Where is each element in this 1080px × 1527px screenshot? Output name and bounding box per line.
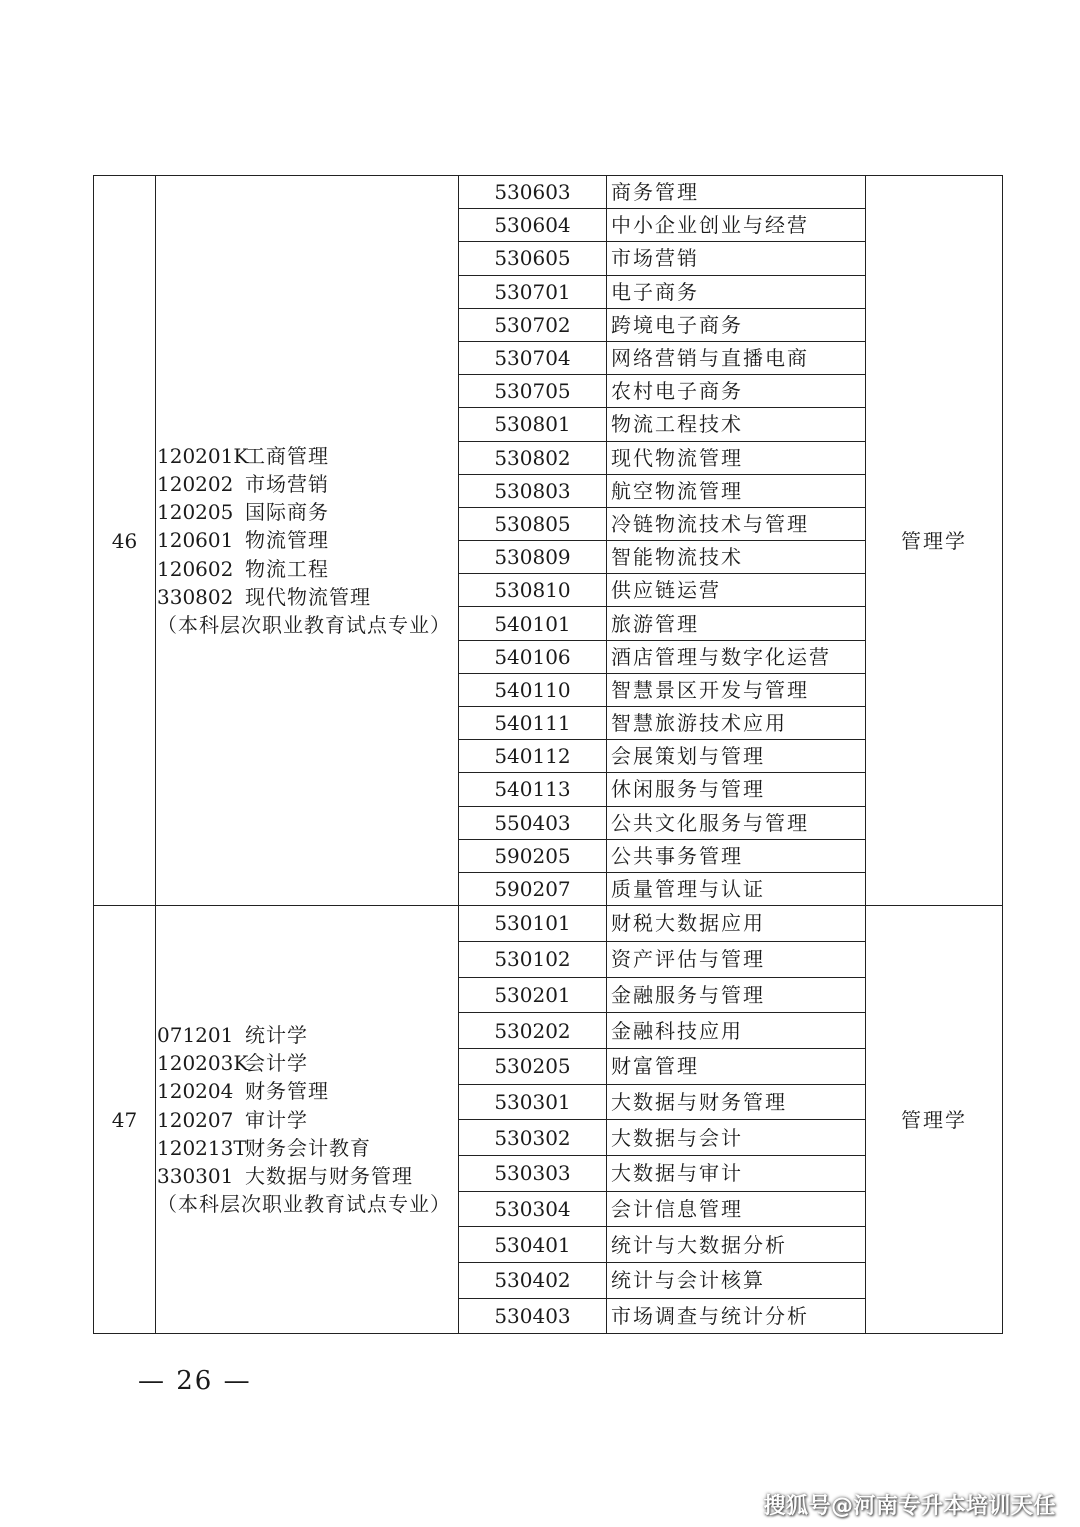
vocational-major-name: 供应链运营 [607, 574, 866, 607]
major-code: 120203K [157, 1051, 249, 1075]
vocational-major-name: 电子商务 [607, 275, 866, 308]
vocational-major-name: 大数据与审计 [607, 1155, 866, 1191]
vocational-major-name: 公共文化服务与管理 [607, 806, 866, 839]
discipline-category: 管理学 [866, 906, 1003, 1334]
vocational-major-code: 530803 [459, 474, 607, 507]
vocational-major-name: 统计与大数据分析 [607, 1227, 866, 1263]
table-group-46 [94, 176, 1003, 906]
undergraduate-major [157, 1106, 458, 1134]
vocational-major-code: 530302 [459, 1120, 607, 1156]
table-group-47 [94, 906, 1003, 1334]
vocational-major-name: 质量管理与认证 [607, 872, 866, 905]
vocational-major-code: 530402 [459, 1263, 607, 1299]
vocational-major-name: 市场调查与统计分析 [607, 1298, 866, 1334]
vocational-major-code: 540113 [459, 773, 607, 806]
discipline-category: 管理学 [866, 176, 1003, 906]
major-name: 现代物流管理 [245, 585, 371, 609]
vocational-major-code: 540101 [459, 607, 607, 640]
vocational-major-name: 财税大数据应用 [607, 906, 866, 942]
pilot-program-note: （本科层次职业教育试点专业） [157, 613, 451, 638]
major-code: 120601 [157, 528, 234, 553]
major-code: 120204 [157, 1079, 234, 1104]
vocational-major-name: 统计与会计核算 [607, 1263, 866, 1299]
vocational-major-name: 金融科技应用 [607, 1013, 866, 1049]
major-name: 国际商务 [245, 500, 329, 525]
undergraduate-major [157, 555, 458, 583]
undergraduate-major [157, 583, 458, 611]
group-index: 47 [94, 906, 156, 1334]
vocational-major-name: 航空物流管理 [607, 474, 866, 507]
major-name: 大数据与财务管理 [245, 1164, 413, 1189]
page-number: — 26 — [138, 1366, 252, 1396]
undergraduate-major [157, 1077, 458, 1105]
vocational-major-name: 休闲服务与管理 [607, 773, 866, 806]
vocational-major-code: 530809 [459, 541, 607, 574]
vocational-major-code: 530403 [459, 1298, 607, 1334]
vocational-major-name: 会展策划与管理 [607, 740, 866, 773]
undergraduate-major [157, 1162, 458, 1190]
vocational-major-code: 530102 [459, 941, 607, 977]
vocational-major-name: 公共事务管理 [607, 839, 866, 872]
undergraduate-major [157, 526, 458, 554]
vocational-major-code: 530802 [459, 441, 607, 474]
vocational-major-name: 金融服务与管理 [607, 977, 866, 1013]
major-mapping-table [93, 175, 1003, 1334]
major-code: 330301 [157, 1164, 234, 1189]
vocational-major-code: 530604 [459, 209, 607, 242]
vocational-major-name: 资产评估与管理 [607, 941, 866, 977]
major-name: 财务会计教育 [245, 1135, 371, 1160]
vocational-major-code: 530605 [459, 242, 607, 275]
vocational-major-code: 530702 [459, 308, 607, 341]
vocational-major-code: 530304 [459, 1191, 607, 1227]
vocational-major-name: 酒店管理与数字化运营 [607, 640, 866, 673]
table-row [94, 176, 1003, 209]
major-name: 会计学 [245, 1051, 308, 1075]
vocational-major-code: 530201 [459, 977, 607, 1013]
major-code: 120213T [157, 1135, 247, 1160]
major-name: 物流管理 [245, 528, 329, 553]
vocational-major-name: 大数据与财务管理 [607, 1084, 866, 1120]
vocational-major-code: 530705 [459, 375, 607, 408]
undergraduate-major [157, 470, 458, 498]
undergraduate-major [157, 1134, 458, 1162]
vocational-major-name: 网络营销与直播电商 [607, 341, 866, 374]
major-name: 统计学 [245, 1022, 308, 1047]
vocational-major-name: 中小企业创业与经营 [607, 209, 866, 242]
pilot-program-note: （本科层次职业教育试点专业） [157, 1192, 451, 1217]
vocational-major-code: 540111 [459, 707, 607, 740]
vocational-major-code: 530205 [459, 1048, 607, 1084]
major-code: 071201 [157, 1022, 234, 1047]
vocational-major-name: 冷链物流技术与管理 [607, 507, 866, 540]
major-code: 330802 [157, 585, 234, 609]
major-code: 120602 [157, 556, 234, 581]
major-code: 120205 [157, 500, 234, 525]
vocational-major-code: 530810 [459, 574, 607, 607]
vocational-major-code: 530701 [459, 275, 607, 308]
vocational-major-code: 530401 [459, 1227, 607, 1263]
vocational-major-name: 财富管理 [607, 1048, 866, 1084]
major-code: 120202 [157, 471, 234, 496]
vocational-major-code: 550403 [459, 806, 607, 839]
vocational-major-code: 530704 [459, 341, 607, 374]
vocational-major-name: 商务管理 [607, 176, 866, 209]
undergraduate-major [157, 1021, 458, 1049]
undergraduate-majors-cell [156, 176, 459, 906]
vocational-major-name: 智能物流技术 [607, 541, 866, 574]
vocational-major-code: 530301 [459, 1084, 607, 1120]
vocational-major-name: 物流工程技术 [607, 408, 866, 441]
undergraduate-major [157, 442, 458, 470]
table-row [94, 906, 1003, 942]
undergraduate-major [157, 1049, 458, 1077]
vocational-major-name: 会计信息管理 [607, 1191, 866, 1227]
vocational-major-code: 540106 [459, 640, 607, 673]
major-name: 市场营销 [245, 471, 329, 496]
major-code: 120201K [157, 443, 249, 468]
vocational-major-name: 智慧景区开发与管理 [607, 673, 866, 706]
vocational-major-name: 现代物流管理 [607, 441, 866, 474]
group-index: 46 [94, 176, 156, 906]
vocational-major-name: 旅游管理 [607, 607, 866, 640]
vocational-major-code: 540112 [459, 740, 607, 773]
watermark-text: 搜狐号@河南专升本培训天任 [763, 1494, 1056, 1519]
vocational-major-code: 540110 [459, 673, 607, 706]
vocational-major-name: 智慧旅游技术应用 [607, 707, 866, 740]
vocational-major-name: 大数据与会计 [607, 1120, 866, 1156]
vocational-major-code: 590207 [459, 872, 607, 905]
major-code: 120207 [157, 1107, 234, 1132]
vocational-major-name: 跨境电子商务 [607, 308, 866, 341]
undergraduate-majors-cell [156, 906, 459, 1334]
undergraduate-major [157, 498, 458, 526]
major-name: 审计学 [245, 1107, 308, 1132]
vocational-major-code: 530805 [459, 507, 607, 540]
vocational-major-code: 590205 [459, 839, 607, 872]
vocational-major-name: 农村电子商务 [607, 375, 866, 408]
major-name: 财务管理 [245, 1079, 329, 1104]
vocational-major-code: 530801 [459, 408, 607, 441]
vocational-major-code: 530603 [459, 176, 607, 209]
vocational-major-code: 530202 [459, 1013, 607, 1049]
vocational-major-code: 530303 [459, 1155, 607, 1191]
vocational-major-name: 市场营销 [607, 242, 866, 275]
major-name: 工商管理 [245, 443, 329, 468]
major-name: 物流工程 [245, 556, 329, 581]
vocational-major-code: 530101 [459, 906, 607, 942]
